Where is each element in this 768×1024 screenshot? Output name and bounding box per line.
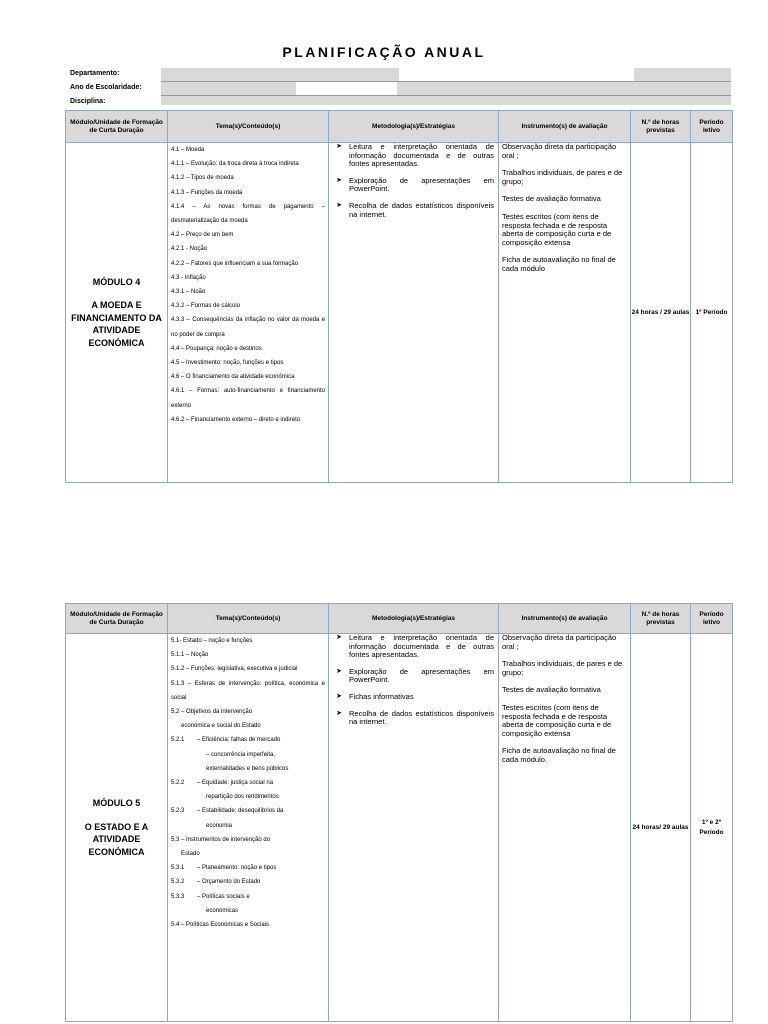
col-module-header: Módulo/Unidade de Formação de Curta Duração xyxy=(66,111,168,143)
instrument-item: Ficha de autoavaliação no final de cada módulo xyxy=(502,255,616,273)
content-item xyxy=(171,804,325,818)
period-cell: 1º Período xyxy=(691,143,733,483)
content-item xyxy=(171,890,325,904)
method-text: Recolha de dados estatísticos disponíveis na internet. xyxy=(349,708,494,727)
col-period-header: Período letivo xyxy=(691,604,733,634)
list-item xyxy=(329,634,494,660)
content-item: 4.6 – O financiamento da atividade económica xyxy=(171,374,295,381)
instrument-item: Trabalhos individuais, de pares e de grupo; xyxy=(502,168,623,186)
content-item: económica e social do Estado xyxy=(181,723,261,730)
methods-cell xyxy=(329,143,499,483)
col-topics-header: Tema(s)/Conteúdo(s) xyxy=(168,604,329,634)
arrow-bullet-icon: ➤ xyxy=(336,176,342,184)
method-text: Leitura e interpretação orientada de informação documentada e de outras fontes apresentadas. xyxy=(349,633,494,660)
content-item: 4.1 – Moeda xyxy=(171,147,205,153)
instrument-item: Observação direta da participação oral ; xyxy=(502,633,617,651)
list-item xyxy=(329,668,494,685)
module-label: MÓDULO 5 xyxy=(92,798,141,808)
school-year-label: Ano de Escolaridade: xyxy=(70,84,142,91)
module-name: A MOEDA E FINANCIAMENTO DA ATIVIDADE ECONÓMICA xyxy=(71,300,162,348)
content-item: 4.6.2 – Financiamento externo – direto e indireto xyxy=(171,416,301,423)
subject-field[interactable] xyxy=(161,96,731,105)
content-item: 5.1.2 – Funções: legislativa, executiva e judicial xyxy=(171,666,298,673)
content-number: 5.2.1 xyxy=(171,737,185,744)
content-item: 4.3.1 – Noão xyxy=(171,289,206,296)
module-cell xyxy=(66,634,168,1022)
content-item: 4.3.3 – Consequências da inflação no valor da moeda e no poder de compra xyxy=(171,317,325,338)
content-item: económicas xyxy=(206,907,239,914)
page-title: PLANIFICAÇÃO ANUAL xyxy=(282,44,486,60)
method-text: Recolha de dados estatísticos disponíveis na internet. xyxy=(349,200,494,219)
content-item: 4.6.1 – Formas: auto-financiamento e financiamento externo xyxy=(171,388,325,409)
content-item: economia xyxy=(206,822,233,829)
list-item xyxy=(329,693,494,702)
content-item: 4.1.1 – Evolução: da troca direta à troca indireta xyxy=(171,161,299,168)
hours-cell: 24 horas/ 29 aulas xyxy=(631,634,691,1022)
methods-cell xyxy=(329,634,499,1022)
content-item: – concorrência imperfeita, xyxy=(206,751,276,758)
module-label: MÓDULO 4 xyxy=(92,276,141,287)
content-number: 5.2.3 xyxy=(171,808,185,815)
content-item xyxy=(171,733,325,747)
content-item: 5.1- Estado – noção e funções xyxy=(171,638,253,644)
method-text: Exploração de apresentações em PowerPoint. xyxy=(349,175,494,194)
content-text: – Planeamento: noção e tipos xyxy=(197,865,277,872)
content-item xyxy=(171,875,325,889)
arrow-bullet-icon: ➤ xyxy=(336,667,342,675)
arrow-bullet-icon: ➤ xyxy=(336,201,342,209)
content-item: externalidades e bens públicos xyxy=(206,765,289,772)
col-instruments-header: Instrumento(s) de avaliação xyxy=(499,604,631,634)
col-topics-header: Tema(s)/Conteúdo(s) xyxy=(168,111,329,143)
instrument-item: Testes de avaliação formativa xyxy=(502,685,601,695)
arrow-bullet-icon: ➤ xyxy=(336,143,342,150)
content-text: – Estabilidade: desequilíbrios da xyxy=(197,808,284,815)
arrow-bullet-icon: ➤ xyxy=(336,634,342,641)
hours-cell: 24 horas / 29 aulas xyxy=(631,143,691,483)
method-text: Fichas informativas xyxy=(349,691,414,701)
arrow-bullet-icon: ➤ xyxy=(336,692,342,700)
contents-cell xyxy=(168,634,329,1022)
methods-list xyxy=(329,634,494,727)
table-row xyxy=(66,634,733,1022)
content-text: – Eficiência: falhas de mercado xyxy=(197,737,281,744)
instruments-cell xyxy=(499,143,631,483)
list-item xyxy=(329,710,494,727)
col-module-header: Módulo/Unidade de Formação de Curta Duração xyxy=(66,604,168,634)
school-year-blank xyxy=(296,82,397,95)
arrow-bullet-icon: ➤ xyxy=(336,709,342,717)
content-item: 4.3 - Inflação xyxy=(171,274,206,281)
method-text: Exploração de apresentações em PowerPoint. xyxy=(349,666,494,685)
instrument-item: Trabalhos individuais, de pares e de grupo; xyxy=(502,659,623,677)
content-number: 5.2.2 xyxy=(171,780,185,787)
content-item: 5.2 – Objetivos da intervenção xyxy=(171,709,253,716)
content-item: 4.2 – Preço de um bem xyxy=(171,232,234,239)
col-methods-header: Metodologia(s)/Estratégias xyxy=(329,604,499,634)
content-item: 5.3 – Instrumentos de intervenção do xyxy=(171,836,271,843)
contents-cell xyxy=(168,143,329,483)
col-hours-header: N.º de horas previstas xyxy=(631,111,691,143)
content-item: 4.1.4 – As novas formas de pagamento – desmaterialização da moeda xyxy=(171,203,325,225)
content-number: 5.3.1 xyxy=(171,865,185,872)
table-header-row xyxy=(66,604,733,634)
content-item: 4.2.2 – Fatores que influenciam a sua formação xyxy=(171,260,299,267)
list-item xyxy=(329,143,494,169)
content-item: 5.4 – Políticas Económicas e Sociais xyxy=(171,922,270,929)
instrument-item: Testes escritos (com itens de resposta fechada e de resposta aberta de composição curta e de composição extensa xyxy=(502,702,612,738)
instruments-cell xyxy=(499,634,631,1022)
department-label: Departamento: xyxy=(70,70,120,77)
content-text: – Orçamento do Estado xyxy=(197,879,261,886)
col-hours-header: N.º de horas previstas xyxy=(631,604,691,634)
content-number: 5.3.3 xyxy=(171,893,185,900)
content-item: 4.5 – Investimento: noção, funções e tipos xyxy=(171,360,284,367)
methods-list xyxy=(329,143,494,219)
content-item: 4.4 – Poupança: noção e destinos xyxy=(171,345,262,352)
list-item xyxy=(329,202,494,219)
content-item: 5.1.1 – Noção xyxy=(171,652,209,659)
list-item xyxy=(329,177,494,194)
col-period-header: Período letivo xyxy=(691,111,733,143)
module-4-table xyxy=(65,110,733,483)
col-instruments-header: Instrumento(s) de avaliação xyxy=(499,111,631,143)
module-5-table xyxy=(65,603,733,1022)
instrument-item: Observação direta da participação oral ; xyxy=(502,142,617,160)
table-header-row xyxy=(66,111,733,143)
subject-label: Disciplina: xyxy=(70,98,106,105)
content-item: 4.3.2 – Formas de cálculo xyxy=(171,303,241,310)
period-cell: 1º e 2º Período xyxy=(691,634,733,1022)
content-item: 4.1.3 – Funções da moeda xyxy=(171,189,243,196)
content-item: repartição dos rendimentos xyxy=(206,794,279,801)
content-item xyxy=(171,776,325,790)
content-item: 5.1.3 – Esferas de intervenção: política, económica e social xyxy=(171,680,325,701)
table-row xyxy=(66,143,733,483)
content-item: Estado xyxy=(181,851,200,858)
instrument-item: Testes escritos (com itens de resposta fechada e de resposta aberta de composição curta e de composição extensa xyxy=(502,211,612,247)
module-cell xyxy=(66,143,168,483)
content-number: 5.3.2 xyxy=(171,879,185,886)
school-year-field[interactable] xyxy=(161,82,731,95)
department-field-extra[interactable] xyxy=(634,68,731,81)
instrument-item: Testes de avaliação formativa xyxy=(502,194,601,204)
module-name: O ESTADO E A ATIVIDADE ECONÓMICA xyxy=(84,821,149,857)
content-text: – Equidade: justiça social na xyxy=(197,780,274,787)
content-text: – Políticas sociais e xyxy=(197,893,250,900)
method-text: Leitura e interpretação orientada de informação documentada e de outras fontes apresentadas. xyxy=(349,142,494,169)
content-item: 4.1.2 – Tipos de moeda xyxy=(171,175,234,182)
department-field[interactable] xyxy=(161,68,399,81)
content-item: 4.2.1 - Noção xyxy=(171,246,208,253)
content-item xyxy=(171,861,325,875)
col-methods-header: Metodologia(s)/Estratégias xyxy=(329,111,499,143)
instrument-item: Ficha de autoavaliação no final de cada módulo. xyxy=(502,746,616,764)
